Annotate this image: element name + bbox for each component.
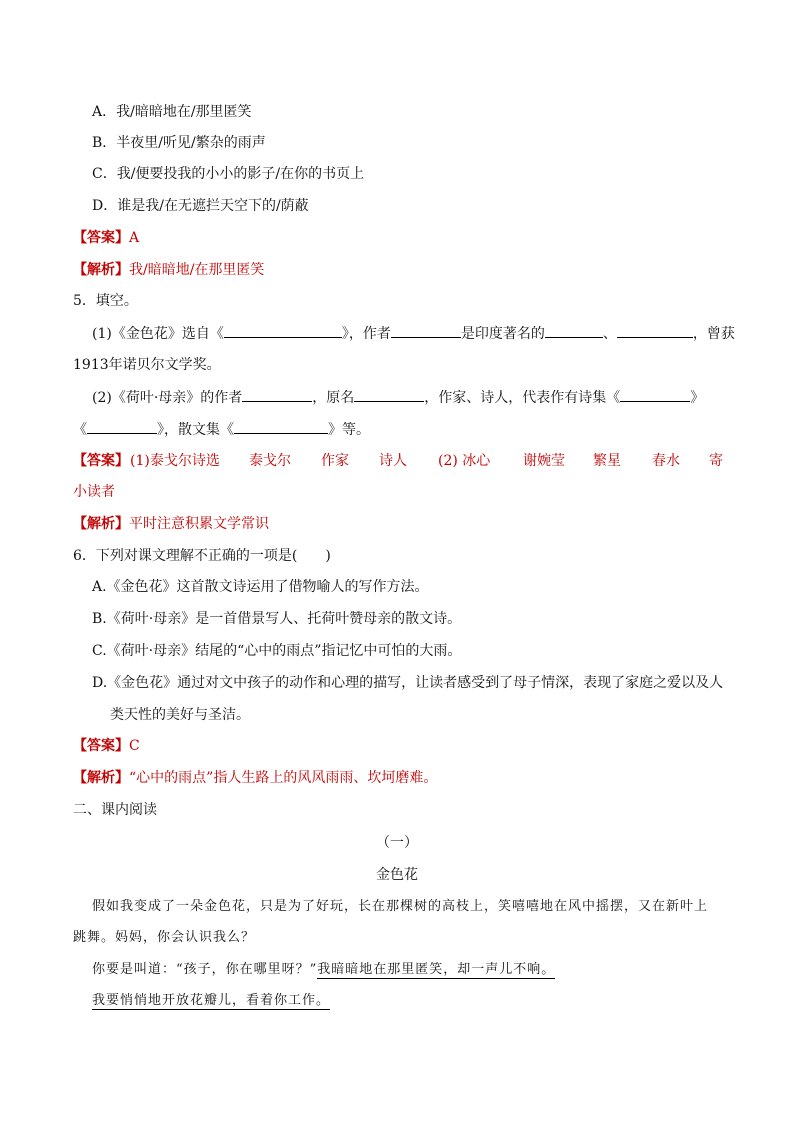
- answer-item: (1)泰戈尔诗选: [130, 453, 220, 469]
- q6-option-d: D.《金色花》通过对文中孩子的动作和心理的描写，让读者感受到了母子情深，表现了家庭之爱以及人: [92, 675, 724, 691]
- fill-blank[interactable]: [224, 323, 342, 338]
- underlined-sentence: 我要悄悄地开放花瓣儿，看着你工作。: [92, 993, 331, 1008]
- q6-option-a: A.《金色花》这首散文诗运用了借物喻人的写作方法。: [92, 579, 429, 595]
- analysis-value: 平时注意积累文学常识: [129, 516, 269, 532]
- q5-part1-line2: 1913年诺贝尔文学奖。: [73, 357, 221, 373]
- reading-title: 金色花: [376, 867, 418, 883]
- q4-option-c: C．我/便要投我的小小的影子/在你的书页上: [92, 166, 365, 182]
- q6-analysis: [73, 768, 437, 788]
- answer-item: 诗人: [379, 453, 407, 469]
- analysis-value: 我/暗暗地/在那里匿笑: [129, 262, 265, 278]
- q5-answer-continuation: 小读者: [73, 484, 115, 500]
- fill-blank[interactable]: [242, 387, 312, 402]
- analysis-label: 【解析】: [73, 770, 129, 786]
- fill-blank[interactable]: [234, 419, 328, 434]
- q6-answer: [73, 736, 140, 756]
- q5-p2-text-d: 》: [690, 390, 705, 406]
- q5-p2-text-g: 》等。: [328, 422, 370, 438]
- fill-blank[interactable]: [391, 323, 461, 338]
- q5-part1-line1: [92, 323, 735, 344]
- answer-value: C: [129, 738, 140, 754]
- reading-paragraph-1-line-1: 假如我变成了一朵金色花，只是为了好玩，长在那棵树的高枝上，笑嘻嘻地在风中摇摆，又在新叶上: [92, 899, 709, 914]
- q6-option-b: B.《荷叶·母亲》是一首借景写人、托荷叶赞母亲的散文诗。: [92, 611, 462, 627]
- q4-analysis: [73, 260, 264, 280]
- answer-value: A: [129, 230, 140, 246]
- q5-p1-text-e: ，曾获: [692, 326, 735, 342]
- q5-p2-text-e: 《: [73, 422, 87, 438]
- q5-p2-text-f: 》，散文集《: [157, 422, 234, 438]
- answer-label: 【答案】: [73, 230, 129, 246]
- q5-answer-label: [73, 451, 129, 471]
- answer-item: (2) 冰心: [438, 453, 491, 469]
- underlined-sentence: 我暗暗地在那里匿笑，却一声儿不响。: [317, 962, 556, 977]
- q6-title: 6．下列对课文理解不正确的一项是( ): [73, 548, 331, 564]
- answer-item: 作家: [321, 453, 349, 469]
- answer-label: 【答案】: [73, 738, 129, 754]
- answer-label: 【答案】: [73, 453, 129, 469]
- q4-answer: [73, 228, 139, 248]
- analysis-label: 【解析】: [73, 516, 129, 532]
- q4-option-d: D．谁是我/在无遮拦天空下的/荫蔽: [92, 198, 309, 214]
- paragraph-text: 你要是叫道：“孩子，你在哪里呀？”: [92, 962, 318, 977]
- fill-blank[interactable]: [620, 387, 690, 402]
- q5-p1-text-c: 是印度著名的: [460, 326, 545, 342]
- q5-p2-text-c: ，作家、诗人，代表作有诗集《: [424, 390, 621, 406]
- analysis-label: 【解析】: [73, 262, 129, 278]
- answer-item: 繁星: [593, 453, 621, 469]
- reading-part-number: （一）: [376, 835, 418, 851]
- fill-blank[interactable]: [617, 323, 693, 338]
- q5-p1-text-d: 、: [602, 326, 617, 342]
- q5-p2-text-a: (2)《荷叶·母亲》的作者: [92, 390, 243, 406]
- q4-option-b: B．半夜里/听见/繁杂的雨声: [92, 135, 266, 151]
- q4-option-a: A．我/暗暗地在/那里匿笑: [92, 104, 252, 120]
- q5-part2-line2: [73, 419, 370, 440]
- answer-item: 春水: [652, 453, 680, 469]
- reading-paragraph-1-line-2: 跳舞。妈妈，你会认识我么？: [73, 930, 256, 945]
- section-heading: 二、课内阅读: [73, 802, 157, 818]
- q5-p1-text-b: 》，作者: [341, 326, 391, 342]
- analysis-value: “心中的雨点”指人生路上的风风雨雨、坎坷磨难。: [129, 770, 438, 786]
- fill-blank[interactable]: [545, 323, 603, 338]
- q5-p2-text-b: ，原名: [312, 390, 355, 406]
- q6-option-d-continuation: 类天性的美好与圣洁。: [110, 707, 250, 723]
- q5-title: 5．填空。: [73, 293, 138, 309]
- fill-blank[interactable]: [354, 387, 424, 402]
- q5-part2-line1: [92, 387, 704, 408]
- q5-analysis: [73, 514, 269, 534]
- answer-item: 寄: [709, 453, 723, 469]
- answer-item: 谢婉莹: [523, 453, 565, 469]
- answer-item: 泰戈尔: [249, 453, 291, 469]
- fill-blank[interactable]: [87, 419, 157, 434]
- q6-option-c: C.《荷叶·母亲》结尾的“心中的雨点”指记忆中可怕的大雨。: [92, 643, 462, 659]
- q5-p1-text-a: (1)《金色花》选自《: [92, 326, 224, 342]
- reading-paragraph-2: [92, 960, 555, 980]
- reading-paragraph-3: [92, 991, 340, 1011]
